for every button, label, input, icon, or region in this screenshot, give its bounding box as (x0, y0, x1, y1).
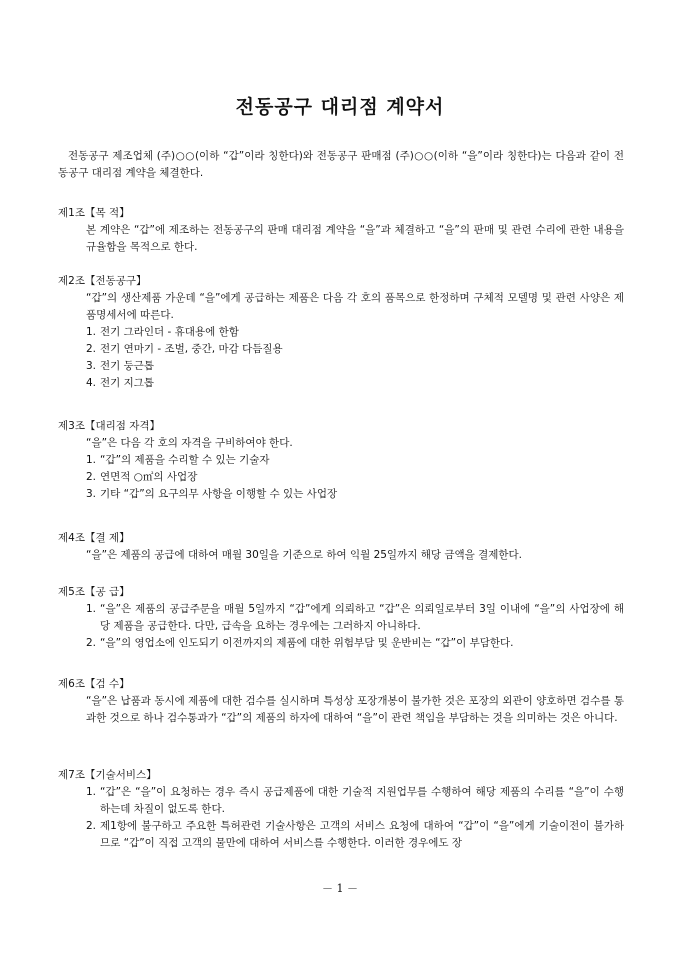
article-heading: 제7조【기술서비스】 (58, 769, 157, 781)
article-heading: 제2조【전동공구】 (58, 275, 147, 287)
article-1 (58, 205, 624, 256)
article-heading: 제1조【목 적】 (58, 207, 130, 219)
article-5 (58, 584, 624, 652)
article-heading: 제6조【검 수】 (58, 678, 130, 690)
page-number: － 1 － (322, 882, 358, 895)
intro-text: 전동공구 제조업체 (주)○○(이하 “갑”이라 칭한다)와 전동공구 판매점 (주)○○(이하 “을”이라 칭한다)는 다음과 같이 전동공구 대리점 계약을 체결한다. (58, 150, 624, 179)
article-7 (58, 767, 624, 852)
article-paragraph: 본 계약은 “갑”에 제조하는 전동공구의 판매 대리점 계약을 “을”과 체결하고 “을”의 판매 및 관련 수리에 관한 내용을 규율함을 목적으로 한다. (86, 224, 624, 253)
list-item: 3. 전기 둥근톱 (86, 360, 155, 372)
article-2 (58, 273, 624, 392)
item-list (86, 601, 624, 652)
article-paragraph: “을”은 제품의 공급에 대하여 매월 30일을 기준으로 하여 익월 25일까지 해당 금액을 결제한다. (86, 549, 522, 561)
document-title: 전동공구 대리점 계약서 (235, 96, 445, 118)
intro-paragraph (58, 148, 624, 182)
item-list (86, 784, 624, 852)
item-list (86, 324, 624, 392)
article-paragraph: “을”은 납품과 동시에 제품에 대한 검수를 실시하며 특성상 포장개봉이 불가한 것은 포장의 외관이 양호하면 검수를 통과한 것으로 하나 검수통과가 “갑”의 제품의 하자에 대하여 “을”이 관련 책임을 부담하는 것을 의미하는 것은 아니다. (86, 695, 624, 724)
list-item: 1. “갑”의 제품을 수리할 수 있는 기술자 (86, 454, 270, 466)
article-heading: 제3조【대리점 자격】 (58, 420, 161, 432)
list-item: 1. “을”은 제품의 공급주문을 매월 5일까지 “갑”에게 의뢰하고 “갑”은 의뢰일로부터 3일 이내에 “을”의 사업장에 해당 제품을 공급한다. 다만, 급속을 요하는 경우에는 그러하지 아니하다. (86, 603, 624, 632)
list-item: 1. 전기 그라인더 - 휴대용에 한함 (86, 326, 239, 338)
list-item: 3. 기타 “갑”의 요구의무 사항을 이행할 수 있는 사업장 (86, 488, 338, 500)
article-6 (58, 676, 624, 727)
item-list (86, 452, 624, 503)
list-item: 2. “을”의 영업소에 인도되기 이전까지의 제품에 대한 위험부담 및 운반비는 “갑”이 부담한다. (86, 637, 514, 649)
list-item: 2. 연면적 ○㎡의 사업장 (86, 471, 198, 483)
article-3 (58, 418, 624, 503)
list-item: 2. 전기 연마기 - 조벌, 중간, 마감 다듬질용 (86, 343, 283, 355)
article-paragraph: “갑”의 생산제품 가운데 “을”에게 공급하는 제품은 다음 각 호의 품목으로 한정하며 구체적 모델명 및 관련 사양은 제품명세서에 따른다. (86, 292, 624, 321)
article-paragraph: “을”은 다음 각 호의 자격을 구비하여야 한다. (86, 437, 293, 449)
list-item: 4. 전기 지그톱 (86, 377, 155, 389)
article-4 (58, 530, 624, 564)
article-heading: 제4조【결 제】 (58, 532, 130, 544)
list-item: 1. “갑”은 “을”이 요청하는 경우 즉시 공급제품에 대한 기술적 지원업무를 수행하여 해당 제품의 수리를 “을”이 수행하는데 차질이 없도록 한다. (86, 786, 624, 815)
list-item: 2. 제1항에 불구하고 주요한 특허관련 기술사항은 고객의 서비스 요청에 대하여 “갑”이 “을”에게 기술이전이 불가하므로 “갑”이 직접 고객의 물만에 대하여 서비스를 수행한다. 이러한 경우에도 장 (86, 820, 624, 849)
article-heading: 제5조【공 급】 (58, 586, 130, 598)
